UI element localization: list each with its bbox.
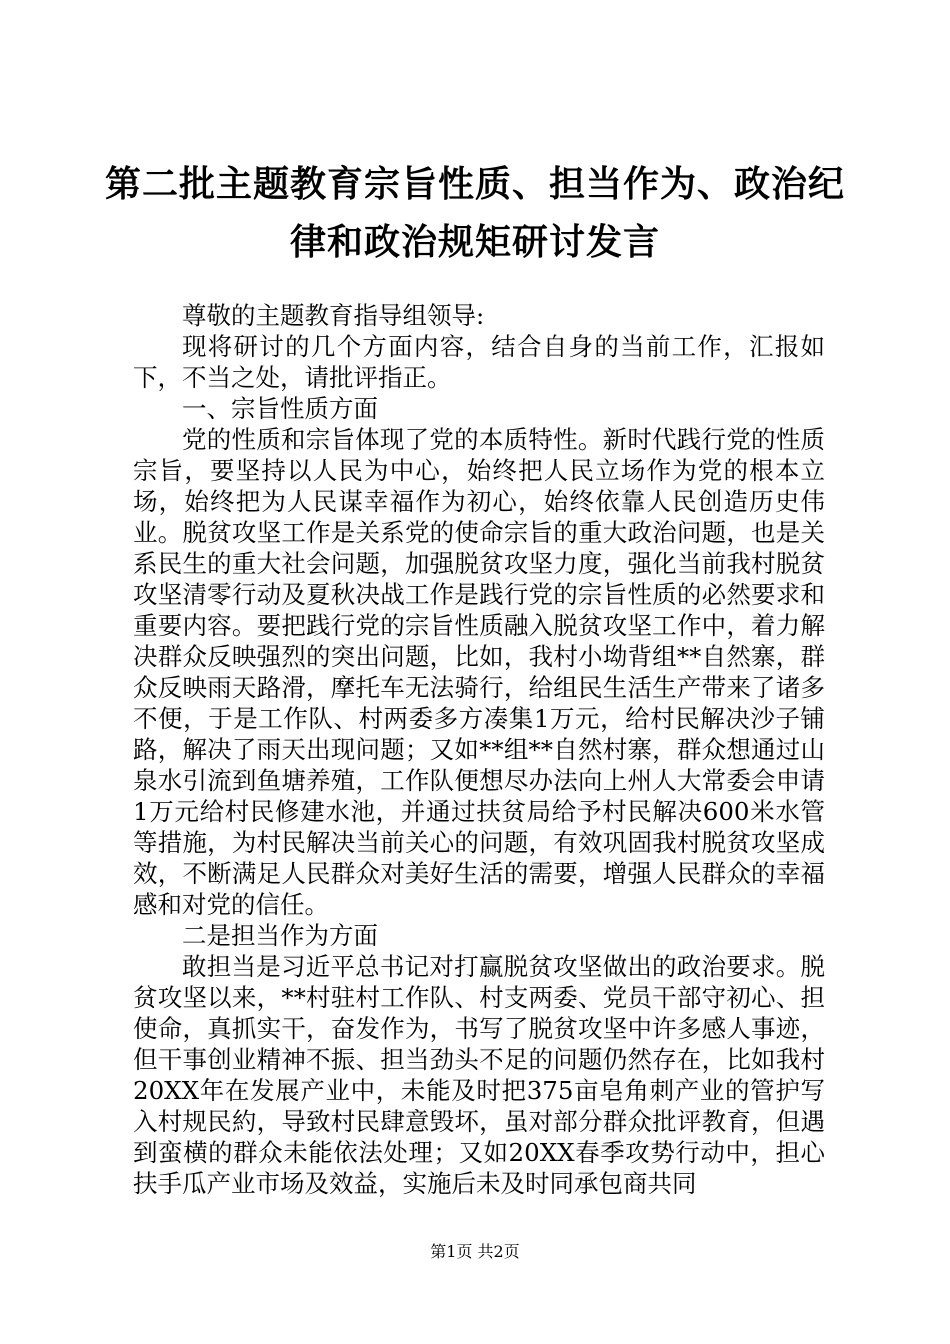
- title-line-1: 第二批主题教育宗旨性质、担当作为、政治纪: [104, 164, 845, 205]
- salutation: 尊敬的主题教育指导组领导:: [182, 301, 485, 330]
- document-title: [100, 156, 850, 272]
- title-line-2: 律和政治规矩研讨发言: [289, 222, 660, 263]
- page-total: 共2页: [477, 1242, 520, 1261]
- intro-paragraph: 现将研讨的几个方面内容，结合自身的当前工作，汇报如下，不当之处，请批评指正。: [133, 332, 825, 392]
- page-footer: [0, 1242, 950, 1262]
- section-2-paragraph: 敢担当是习近平总书记对打赢脱贫攻坚做出的政治要求。脱贫攻坚以来，**村驻村工作队、村支两委、党员干部守初心、担使命，真抓实干，奋发作为，书写了脱贫攻坚中许多感人事迹，但干事创业精神不振、担当劲头不足的问题仍然存在，比如我村20XX年在发展产业中，未能及时把375亩皂角刺产业的管护写入村规民約，导致村民肆意毁坏，虽对部分群众批评教育，但遇到蛮横的群众未能依法处理；又如20XX春季攻势行动中，担心扶手瓜产业市场及效益，实施后未及时同承包商共同: [133, 952, 825, 1198]
- section-1-paragraph: 党的性质和宗旨体现了党的本质特性。新时代践行党的性质宗旨，要坚持以人民为中心，始终把人民立场作为党的根本立场，始终把为人民谋幸福作为初心，始终依靠人民创造历史伟业。脱贫攻坚工作是关系党的使命宗旨的重大政治问题，也是关系民生的重大社会问题，加强脱贫攻坚力度，强化当前我村脱贫攻坚清零行动及夏秋决战工作是践行党的宗旨性质的必然要求和重要内容。要把践行党的宗旨性质融入脱贫攻坚工作中，着力解决群众反映强烈的突出问题，比如，我村小坳背组**自然寨，群众反映雨天路滑，摩托车无法骑行，给组民生活生产带来了诸多不便，于是工作队、村两委多方凑集1万元，给村民解决沙子铺路，解决了雨天出现问题；又如**组**自然村寨，群众想通过山泉水引流到鱼塘养殖，工作队便想尽办法向上州人大常委会申请1万元给村民修建水池，并通过扶贫局给予村民解决600米水管等措施，为村民解决当前关心的问题，有效巩固我村脱贫攻坚成效，不断满足人民群众对美好生活的需要，增强人民群众的幸福感和对党的信任。: [133, 425, 825, 919]
- section-heading-2: 二是担当作为方面: [182, 921, 378, 950]
- section-heading-1: 一、宗旨性质方面: [182, 394, 378, 423]
- document-body: [133, 300, 825, 1199]
- page-number: 第1页: [430, 1242, 473, 1261]
